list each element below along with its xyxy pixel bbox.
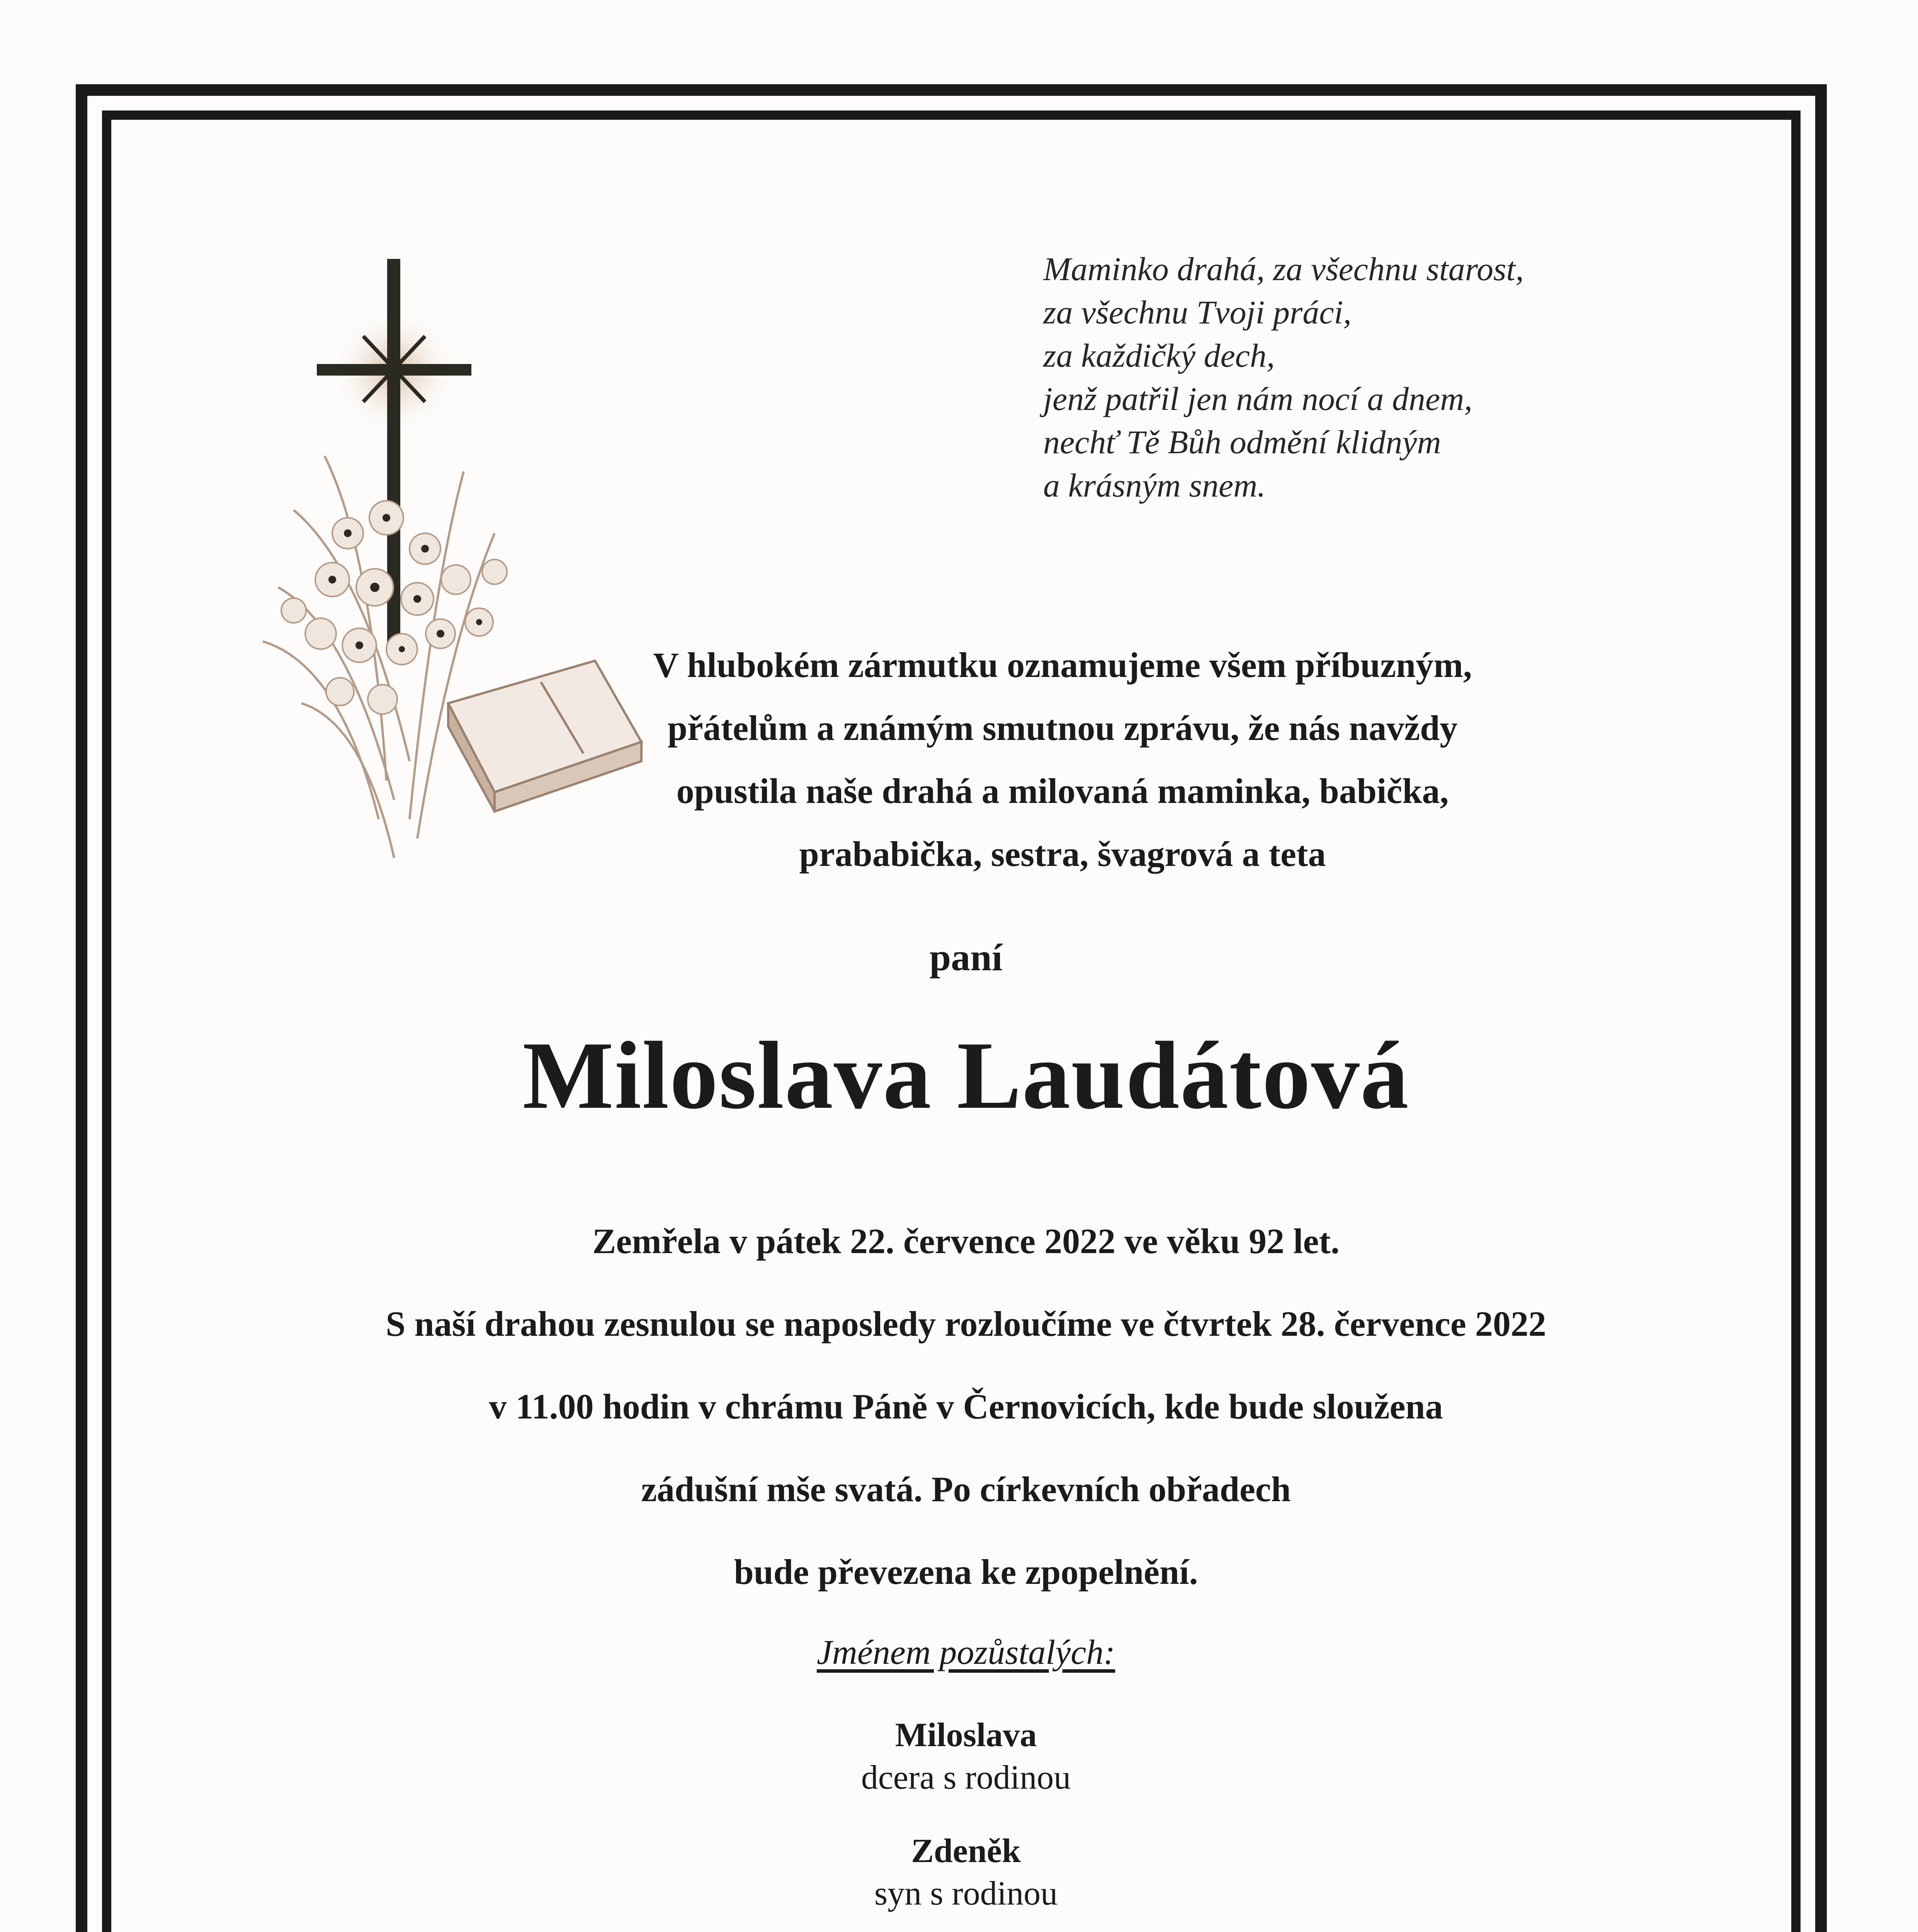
survivor-relation: dcera s rodinou bbox=[861, 1759, 1071, 1796]
survivor-relation: syn s rodinou bbox=[874, 1875, 1058, 1912]
details-line: zádušní mše svatá. Po církevních obřadech bbox=[641, 1469, 1291, 1509]
poem-line: Maminko drahá, za všechnu starost, bbox=[1043, 250, 1524, 287]
announcement bbox=[580, 634, 1546, 886]
announcement-line: přátelům a známým smutnou zprávu, že nás navždy bbox=[667, 708, 1458, 748]
poem-line: jenž patřil jen nám nocí a dnem, bbox=[1043, 380, 1473, 417]
details-line: bude převezena ke zpopelnění. bbox=[734, 1552, 1198, 1592]
poem-line: a krásným snem. bbox=[1043, 467, 1266, 504]
announcement-line: opustila naše drahá a milovaná maminka, babička, bbox=[676, 771, 1449, 811]
deceased-name: Miloslava Laudátová bbox=[522, 1022, 1410, 1129]
details-line: S naší drahou zesnulou se naposledy rozloučíme ve čtvrtek 28. července 2022 bbox=[386, 1304, 1546, 1344]
funeral-details bbox=[155, 1200, 1777, 1613]
poem bbox=[1043, 247, 1524, 507]
details-line: Zemřela v pátek 22. července 2022 ve věku 92 let. bbox=[592, 1221, 1340, 1261]
poem-line: nechť Tě Bůh odmění klidným bbox=[1043, 423, 1441, 461]
announcement-line: V hlubokém zármutku oznamujeme všem příbuzným, bbox=[653, 645, 1472, 685]
poem-line: za všechnu Tvoji práci, bbox=[1043, 294, 1352, 331]
poem-line: za každičký dech, bbox=[1043, 337, 1275, 374]
survivor-name: Zdeněk bbox=[911, 1832, 1021, 1870]
survivor-name: Miloslava bbox=[895, 1716, 1037, 1754]
honorific: paní bbox=[929, 936, 1003, 979]
details-line: v 11.00 hodin v chrámu Páně v Černovicích, kde bude sloužena bbox=[489, 1387, 1443, 1426]
survivors-label: Jménem pozůstalých: bbox=[816, 1633, 1115, 1672]
announcement-line: prababička, sestra, švagrová a teta bbox=[799, 834, 1326, 874]
